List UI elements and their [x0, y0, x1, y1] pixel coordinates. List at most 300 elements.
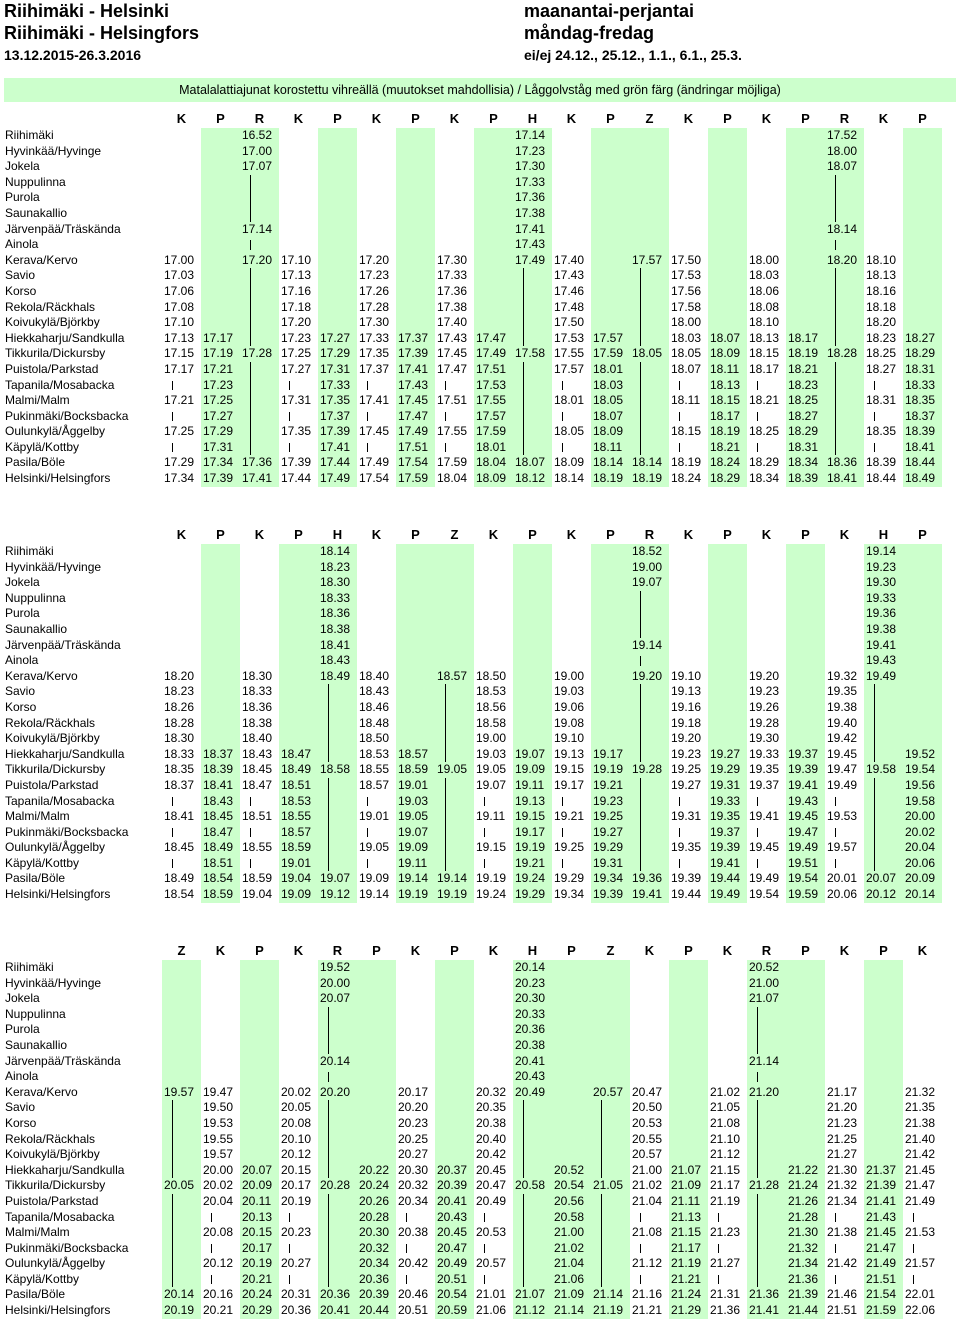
table-row — [4, 159, 942, 175]
table-row — [4, 1303, 942, 1319]
empty-cell — [240, 606, 279, 622]
empty-cell — [474, 1022, 513, 1038]
pass-through-mark — [630, 362, 669, 378]
empty-cell — [825, 1069, 864, 1085]
empty-cell — [903, 175, 942, 191]
departure-time: 17.56 — [671, 283, 702, 298]
departure-time: 18.47 — [201, 825, 240, 841]
empty-cell — [708, 1022, 747, 1038]
line-letter: P — [723, 111, 732, 127]
empty-cell — [474, 284, 513, 300]
departure-time: 17.53 — [554, 330, 585, 345]
empty-cell — [396, 731, 435, 747]
empty-cell — [513, 622, 552, 638]
pass-through-mark — [747, 1147, 786, 1163]
empty-cell — [903, 960, 942, 976]
empty-cell — [708, 206, 747, 222]
empty-cell — [708, 560, 747, 576]
table-row — [4, 409, 942, 425]
departure-time: 20.52 — [747, 960, 786, 976]
empty-cell — [357, 991, 396, 1007]
departure-time: 21.23 — [710, 1225, 741, 1240]
empty-cell — [162, 1022, 201, 1038]
empty-cell — [669, 1038, 708, 1054]
departure-time: 17.47 — [396, 409, 435, 425]
empty-cell — [708, 575, 747, 591]
table-row — [4, 253, 942, 269]
empty-cell — [864, 991, 903, 1007]
empty-cell — [240, 638, 279, 654]
departure-time: 20.12 — [281, 1147, 312, 1162]
empty-cell — [591, 1007, 630, 1023]
empty-cell — [279, 591, 318, 607]
station-name: Pasila/Böle — [5, 871, 66, 886]
line-letter: K — [488, 527, 499, 543]
pass-through-mark — [591, 1225, 630, 1241]
empty-cell — [786, 128, 825, 144]
line-letter: P — [723, 527, 732, 543]
departure-time: 17.40 — [437, 315, 468, 330]
departure-time: 17.31 — [201, 440, 240, 456]
empty-cell — [669, 976, 708, 992]
departure-time: 18.19 — [591, 471, 630, 487]
pass-through-mark — [708, 1210, 747, 1226]
empty-cell — [162, 638, 201, 654]
departure-time: 19.55 — [203, 1131, 234, 1146]
empty-cell — [591, 128, 630, 144]
departure-time: 19.45 — [786, 809, 825, 825]
table-row — [4, 747, 942, 763]
pass-through-mark — [357, 856, 396, 872]
departure-time: 20.41 — [513, 1054, 552, 1070]
departure-time: 21.31 — [710, 1287, 741, 1302]
empty-cell — [708, 128, 747, 144]
departure-time: 17.23 — [359, 268, 390, 283]
departure-time: 20.12 — [203, 1256, 234, 1271]
empty-cell — [630, 190, 669, 206]
departure-time: 20.24 — [357, 1178, 396, 1194]
departure-time: 18.51 — [279, 778, 318, 794]
pass-through-mark — [864, 825, 903, 841]
pass-through-mark — [162, 409, 201, 425]
station-name: Ainola — [5, 1069, 39, 1084]
departure-time: 18.49 — [903, 471, 942, 487]
empty-cell — [591, 716, 630, 732]
pass-through-mark — [591, 1163, 630, 1179]
empty-cell — [240, 1022, 279, 1038]
empty-cell — [630, 175, 669, 191]
timetable-block-3 — [4, 942, 942, 1319]
departure-time: 17.55 — [474, 393, 513, 409]
pass-through-mark — [318, 1272, 357, 1288]
empty-cell — [279, 222, 318, 238]
pass-through-mark — [630, 840, 669, 856]
empty-cell — [747, 222, 786, 238]
empty-cell — [318, 175, 357, 191]
empty-cell — [474, 653, 513, 669]
pass-through-mark — [669, 794, 708, 810]
departure-time: 20.07 — [318, 991, 357, 1007]
departure-time: 21.20 — [827, 1100, 858, 1115]
departure-time: 17.39 — [396, 346, 435, 362]
departure-time: 19.30 — [749, 731, 780, 746]
empty-cell — [669, 1116, 708, 1132]
pass-through-mark — [162, 440, 201, 456]
departure-time: 20.00 — [318, 976, 357, 992]
empty-cell — [591, 268, 630, 284]
departure-time: 17.55 — [554, 346, 585, 361]
departure-time: 20.14 — [162, 1287, 201, 1303]
empty-cell — [357, 237, 396, 253]
empty-cell — [396, 976, 435, 992]
departure-time: 21.39 — [786, 1287, 825, 1303]
station-name: Tikkurila/Dickursby — [5, 1178, 106, 1193]
departure-time: 18.13 — [708, 378, 747, 394]
station-name: Tikkurila/Dickursby — [5, 762, 106, 777]
line-letter: K — [488, 943, 499, 959]
departure-time: 19.39 — [786, 762, 825, 778]
empty-cell — [201, 253, 240, 269]
empty-cell — [903, 1038, 942, 1054]
station-name: Helsinki/Helsingfors — [5, 887, 111, 902]
empty-cell — [786, 190, 825, 206]
departure-time: 18.29 — [786, 424, 825, 440]
empty-cell — [903, 731, 942, 747]
empty-cell — [864, 159, 903, 175]
departure-time: 18.27 — [786, 409, 825, 425]
empty-cell — [825, 560, 864, 576]
empty-cell — [786, 1085, 825, 1101]
pass-through-mark — [630, 409, 669, 425]
departure-time: 21.38 — [905, 1115, 936, 1130]
pass-through-mark — [630, 684, 669, 700]
departure-time: 21.10 — [710, 1131, 741, 1146]
empty-cell — [396, 591, 435, 607]
station-name: Malmi/Malm — [5, 1225, 70, 1240]
pass-through-mark — [747, 1241, 786, 1257]
pass-through-mark — [318, 1069, 357, 1085]
empty-cell — [552, 1022, 591, 1038]
empty-cell — [201, 206, 240, 222]
departure-time: 19.18 — [671, 715, 702, 730]
empty-cell — [396, 144, 435, 160]
line-letter: P — [489, 111, 498, 127]
table-row — [4, 315, 942, 331]
departure-time: 21.24 — [786, 1178, 825, 1194]
line-letter: H — [527, 943, 538, 959]
table-row — [4, 1132, 942, 1148]
empty-cell — [162, 144, 201, 160]
empty-cell — [552, 237, 591, 253]
pass-through-mark — [630, 700, 669, 716]
line-letter: P — [801, 943, 810, 959]
departure-time: 20.32 — [476, 1084, 507, 1099]
pass-through-mark — [357, 378, 396, 394]
line-letter: R — [332, 943, 343, 959]
departure-time: 19.13 — [513, 794, 552, 810]
departure-time: 17.38 — [513, 206, 552, 222]
empty-cell — [786, 1147, 825, 1163]
pass-through-mark — [279, 440, 318, 456]
departure-time: 17.45 — [437, 346, 468, 361]
departure-time: 18.13 — [866, 268, 897, 283]
departure-time: 19.29 — [708, 762, 747, 778]
departure-time: 19.34 — [554, 887, 585, 902]
departure-time: 18.43 — [201, 794, 240, 810]
pass-through-mark — [747, 1225, 786, 1241]
empty-cell — [552, 190, 591, 206]
pass-through-mark — [630, 825, 669, 841]
departure-time: 18.07 — [591, 409, 630, 425]
departure-time: 21.17 — [710, 1178, 741, 1193]
departure-time: 19.14 — [864, 544, 903, 560]
empty-cell — [201, 237, 240, 253]
departure-time: 20.19 — [240, 1256, 279, 1272]
departure-time: 17.19 — [201, 346, 240, 362]
departure-time: 20.00 — [203, 1162, 234, 1177]
departure-time: 21.35 — [905, 1100, 936, 1115]
departure-time: 20.17 — [281, 1178, 312, 1193]
departure-time: 18.25 — [786, 393, 825, 409]
departure-time: 20.07 — [240, 1163, 279, 1179]
departure-time: 18.46 — [359, 699, 390, 714]
departure-time: 17.37 — [396, 331, 435, 347]
empty-cell — [435, 1147, 474, 1163]
departure-time: 20.38 — [476, 1115, 507, 1130]
empty-cell — [864, 128, 903, 144]
empty-cell — [435, 1054, 474, 1070]
empty-cell — [552, 653, 591, 669]
departure-time: 20.41 — [318, 1303, 357, 1319]
empty-cell — [708, 237, 747, 253]
station-name: Pukinmäki/Bocksbacka — [5, 1240, 129, 1255]
departure-time: 18.09 — [708, 346, 747, 362]
pass-through-mark — [435, 809, 474, 825]
departure-time: 18.45 — [242, 762, 273, 777]
departure-time: 17.41 — [396, 362, 435, 378]
pass-through-mark — [240, 284, 279, 300]
empty-cell — [396, 237, 435, 253]
station-name: Malmi/Malm — [5, 809, 70, 824]
empty-cell — [669, 1054, 708, 1070]
line-letter: K — [254, 527, 265, 543]
departure-time: 17.54 — [396, 455, 435, 471]
departure-time: 19.37 — [786, 747, 825, 763]
departure-time: 18.14 — [554, 471, 585, 486]
station-name: Käpylä/Kottby — [5, 439, 80, 454]
departure-time: 18.39 — [201, 762, 240, 778]
departure-time: 19.35 — [749, 762, 780, 777]
departure-time: 20.34 — [398, 1193, 429, 1208]
empty-cell — [591, 653, 630, 669]
empty-cell — [669, 237, 708, 253]
departure-time: 19.15 — [476, 840, 507, 855]
empty-cell — [162, 622, 201, 638]
empty-cell — [669, 128, 708, 144]
departure-time: 18.25 — [749, 424, 780, 439]
empty-cell — [240, 1069, 279, 1085]
departure-time: 18.09 — [554, 455, 585, 470]
empty-cell — [396, 284, 435, 300]
empty-cell — [513, 591, 552, 607]
departure-time: 17.51 — [396, 440, 435, 456]
line-letter: K — [839, 527, 850, 543]
empty-cell — [435, 575, 474, 591]
departure-time: 20.06 — [827, 887, 858, 902]
empty-cell — [786, 1069, 825, 1085]
empty-cell — [591, 237, 630, 253]
departure-time: 17.45 — [359, 424, 390, 439]
line-header-row — [4, 942, 942, 960]
table-row — [4, 1163, 942, 1179]
departure-time: 17.58 — [513, 346, 552, 362]
empty-cell — [747, 206, 786, 222]
departure-time: 18.23 — [786, 378, 825, 394]
departure-time: 17.59 — [474, 424, 513, 440]
departure-time: 19.53 — [203, 1115, 234, 1130]
line-letter: H — [332, 527, 343, 543]
empty-cell — [435, 144, 474, 160]
departure-time: 18.05 — [591, 393, 630, 409]
departure-time: 19.53 — [827, 809, 858, 824]
empty-cell — [591, 606, 630, 622]
pass-through-mark — [240, 300, 279, 316]
departure-time: 17.43 — [513, 237, 552, 253]
station-name: Järvenpää/Träskända — [5, 637, 121, 652]
departure-time: 19.49 — [827, 777, 858, 792]
empty-cell — [279, 700, 318, 716]
empty-cell — [591, 284, 630, 300]
pass-through-mark — [747, 1194, 786, 1210]
departure-time: 19.07 — [513, 747, 552, 763]
empty-cell — [708, 622, 747, 638]
departure-time: 17.18 — [281, 299, 312, 314]
empty-cell — [591, 253, 630, 269]
departure-time: 18.33 — [242, 684, 273, 699]
departure-time: 20.04 — [203, 1193, 234, 1208]
departure-time: 18.05 — [630, 346, 669, 362]
departure-time: 21.30 — [827, 1162, 858, 1177]
empty-cell — [552, 591, 591, 607]
departure-time: 17.31 — [318, 362, 357, 378]
departure-time: 21.36 — [747, 1287, 786, 1303]
departure-time: 17.25 — [201, 393, 240, 409]
empty-cell — [318, 268, 357, 284]
empty-cell — [162, 128, 201, 144]
departure-time: 21.19 — [591, 1303, 630, 1319]
empty-cell — [864, 237, 903, 253]
departure-time: 19.10 — [671, 668, 702, 683]
departure-time: 19.54 — [903, 762, 942, 778]
departure-time: 19.41 — [749, 809, 780, 824]
empty-cell — [708, 591, 747, 607]
empty-cell — [903, 1069, 942, 1085]
departure-time: 17.23 — [201, 378, 240, 394]
departure-time: 19.19 — [396, 887, 435, 903]
table-row — [4, 606, 942, 622]
table-row — [4, 1272, 942, 1288]
departure-time: 17.20 — [240, 253, 279, 269]
departure-time: 20.47 — [435, 1241, 474, 1257]
empty-cell — [747, 544, 786, 560]
line-letter: P — [528, 527, 537, 543]
pass-through-mark — [240, 175, 279, 191]
departure-time: 17.30 — [359, 315, 390, 330]
line-letter: K — [410, 943, 421, 959]
departure-time: 19.25 — [591, 809, 630, 825]
departure-time: 19.04 — [279, 871, 318, 887]
station-name: Rekola/Räckhals — [5, 715, 96, 730]
departure-time: 18.56 — [476, 699, 507, 714]
departure-time: 18.18 — [866, 299, 897, 314]
line-letter: K — [683, 527, 694, 543]
empty-cell — [903, 144, 942, 160]
station-name: Riihimäki — [5, 544, 54, 558]
empty-cell — [786, 1022, 825, 1038]
departure-time: 19.17 — [591, 747, 630, 763]
station-name: Hiekkaharju/Sandkulla — [5, 1162, 125, 1177]
departure-time: 17.49 — [474, 346, 513, 362]
empty-cell — [669, 1147, 708, 1163]
station-name: Savio — [5, 684, 36, 699]
empty-cell — [357, 206, 396, 222]
table-row — [4, 440, 942, 456]
empty-cell — [279, 144, 318, 160]
line-letter: K — [215, 943, 226, 959]
departure-time: 20.27 — [398, 1147, 429, 1162]
pass-through-mark — [162, 378, 201, 394]
empty-cell — [357, 1147, 396, 1163]
pass-through-mark — [825, 190, 864, 206]
empty-cell — [747, 159, 786, 175]
empty-cell — [591, 144, 630, 160]
pass-through-mark — [630, 794, 669, 810]
empty-cell — [708, 159, 747, 175]
pass-through-mark — [747, 1022, 786, 1038]
departure-time: 17.54 — [359, 471, 390, 486]
departure-time: 19.54 — [749, 887, 780, 902]
empty-cell — [474, 1069, 513, 1085]
empty-cell — [201, 128, 240, 144]
departure-time: 18.11 — [591, 440, 630, 456]
departure-time: 19.15 — [554, 762, 585, 777]
departure-time: 18.49 — [279, 762, 318, 778]
table-row — [4, 778, 942, 794]
departure-time: 21.46 — [827, 1287, 858, 1302]
departure-time: 20.08 — [281, 1115, 312, 1130]
departure-time: 17.35 — [318, 393, 357, 409]
departure-time: 18.41 — [825, 471, 864, 487]
empty-cell — [435, 1022, 474, 1038]
departure-time: 19.13 — [671, 684, 702, 699]
departure-time: 18.09 — [474, 471, 513, 487]
pass-through-mark — [318, 1132, 357, 1148]
departure-time: 18.24 — [671, 471, 702, 486]
station-name: Nuppulinna — [5, 174, 66, 189]
empty-cell — [708, 1054, 747, 1070]
empty-cell — [279, 731, 318, 747]
empty-cell — [162, 544, 201, 560]
empty-cell — [279, 128, 318, 144]
departure-time: 17.48 — [554, 299, 585, 314]
departure-time: 20.45 — [476, 1162, 507, 1177]
empty-cell — [513, 731, 552, 747]
empty-cell — [318, 300, 357, 316]
departure-time: 20.51 — [435, 1272, 474, 1288]
departure-time: 17.10 — [281, 252, 312, 267]
station-name: Riihimäki — [5, 960, 54, 974]
departure-time: 19.14 — [359, 887, 390, 902]
